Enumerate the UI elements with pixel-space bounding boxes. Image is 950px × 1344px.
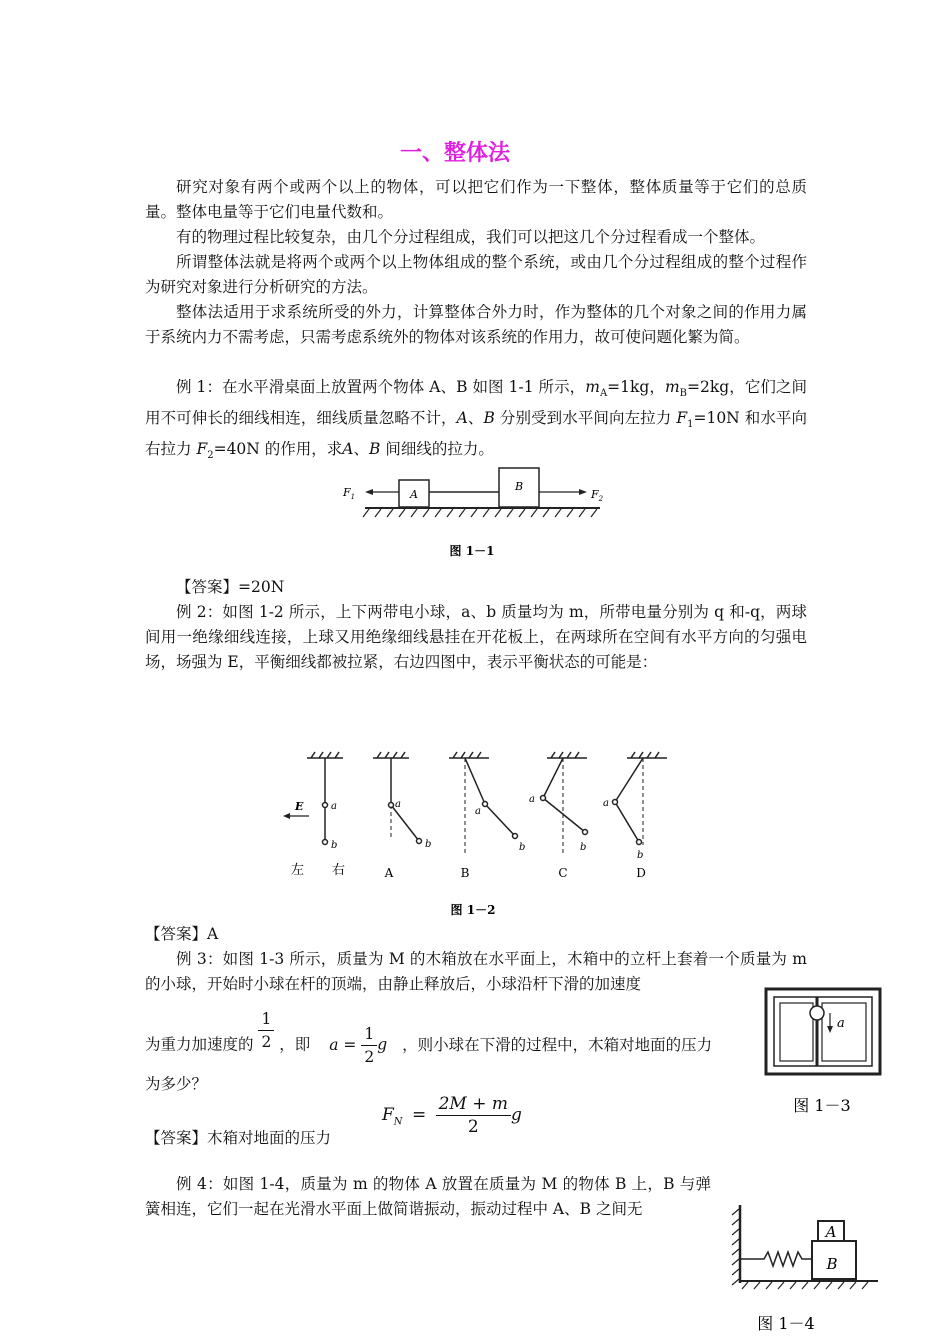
block-a-label: A [410,488,418,501]
page-title: 一、整体法 [399,141,510,166]
option-a-label: A [384,866,394,880]
arrowhead-left-icon [365,489,373,495]
example-3-question: 为多少？ [145,1075,208,1093]
example-3-text: 例 3：如图 1-3 所示，质量为 M 的木箱放在水平面上，木箱中的立杆上套着一个质量为 m 的小球，开始时小球在杆的顶端，由静止释放后，小球沿杆下滑的加速度 [145,950,807,993]
ball-b-label: b [637,850,644,861]
floor-hatching [742,1282,868,1289]
example-2-answer: 【答案】A [145,925,219,943]
paragraph-definition: 研究对象有两个或两个以上的物体，可以把它们作为一下整体，整体质量等于它们的总质量。整体电量等于它们电量代数和。 [145,178,807,221]
option-b-label: B [460,866,470,880]
left-label: 左 [291,863,305,878]
option-b-diagram [449,752,518,855]
table-hatching [363,509,597,517]
paragraph-application: 整体法适用于求系统所受的外力，计算整体合外力时，作为整体的几个对象之间的作用力属于系统内力不需考虑，只需考虑系统外的物体对该系统的作用力，故可使问题化繁为简。 [145,303,807,346]
option-a-diagram [373,752,422,844]
example-2-text: 例 2：如图 1-2 所示，上下两带电小球，a、b 质量均为 m，所带电量分别为 q 和-q，两球间用一绝缘细线连接，上球又用绝缘细线悬挂在开花板上，在两球所在空间有水平方向的匀强电场，场强为 E，平衡细线都被拉紧，右边四图中，表示平衡状态的可能是： [145,603,807,671]
right-label: 右 [332,863,346,878]
figure-1-2 [275,750,675,925]
figure-1-1-caption: 图 1－1 [449,544,495,558]
wall-hatching [732,1209,739,1285]
example-3-answer-label: 【答案】木箱对地面的压力 [145,1129,332,1147]
half-fraction: $\frac{1}{2}$ [258,1008,274,1053]
ball-b-label: b [580,842,587,853]
example-1-answer: 【答案】=20N [176,578,285,596]
ball-b-label: b [331,840,338,851]
field-label: E [295,800,304,813]
example-3-formula-line: 为重力加速度的 $\frac{1}{2}$ ，即 a = $\frac{1}{2}$ g ，则小球在下滑的过程中，木箱对地面的压力 [145,1010,713,1066]
field-arrow-icon [283,813,290,819]
option-d-label: D [636,866,646,880]
ball-a-label: a [475,806,481,817]
ball-a-label: a [331,801,337,812]
spring [740,1252,812,1266]
small-ball [810,1006,824,1020]
paragraph-process: 有的物理过程比较复杂，由几个分过程组成，我们可以把这几个分过程看成一个整体。 [176,228,766,246]
example-4-text: 例 4：如图 1-4，质量为 m 的物体 A 放置在质量为 M 的物体 B 上，B 与弹簧相连，它们一起在光滑水平面上做简谐振动，振动过程中 A、B 之间无 [145,1175,711,1218]
accel-fraction: $\frac{1}{2}$ [361,1023,377,1068]
figure-1-3 [760,985,890,1120]
block-a-label: A [825,1223,837,1241]
figure-1-4-caption: 图 1－4 [757,1314,815,1333]
ball-a-label: a [529,794,535,805]
option-d-diagram [613,752,668,845]
figure-1-3-caption: 图 1－3 [793,1096,851,1115]
force-f1-label: $F_1$ [343,486,356,501]
option-c-diagram [541,752,588,855]
option-c-label: C [558,866,568,880]
arrowhead-right-icon [579,489,587,495]
figure-1-2-caption: 图 1－2 [450,903,496,917]
paragraph-method: 所谓整体法就是将两个或两个以上物体组成的整个系统，或由几个分过程组成的整个过程作为研究对象进行分析研究的方法。 [145,253,807,296]
figure-1-1 [335,460,615,565]
example-1-text: 例 1：在水平滑桌面上放置两个物体 A、B 如图 1-1 所示，$m_A=1kg$，$m_B=2kg$，它们之间用不可伸长的细线相连，细线质量忽略不计，A、B 分别受到水平间向左拉力 $F_1=10N$ 和水平向右拉力 $F_2=40N$ 的作用，求A、B 间细线的拉力。 [145,378,807,462]
ball-b-label: b [425,839,432,850]
reference-diagram [287,752,343,845]
block-b-label: B [514,480,524,493]
block-b-label: B [826,1255,838,1273]
ball-a-label: a [395,799,401,810]
ball-b-label: b [519,842,526,853]
example-3-answer-formula: $F_N$ = $\frac{2M + m}{2}$ g [382,1094,522,1137]
force-f2-label: $F_2$ [591,488,604,503]
ball-a-label: a [603,798,609,809]
figure-1-4 [728,1195,888,1339]
accel-label: a [837,1016,845,1031]
